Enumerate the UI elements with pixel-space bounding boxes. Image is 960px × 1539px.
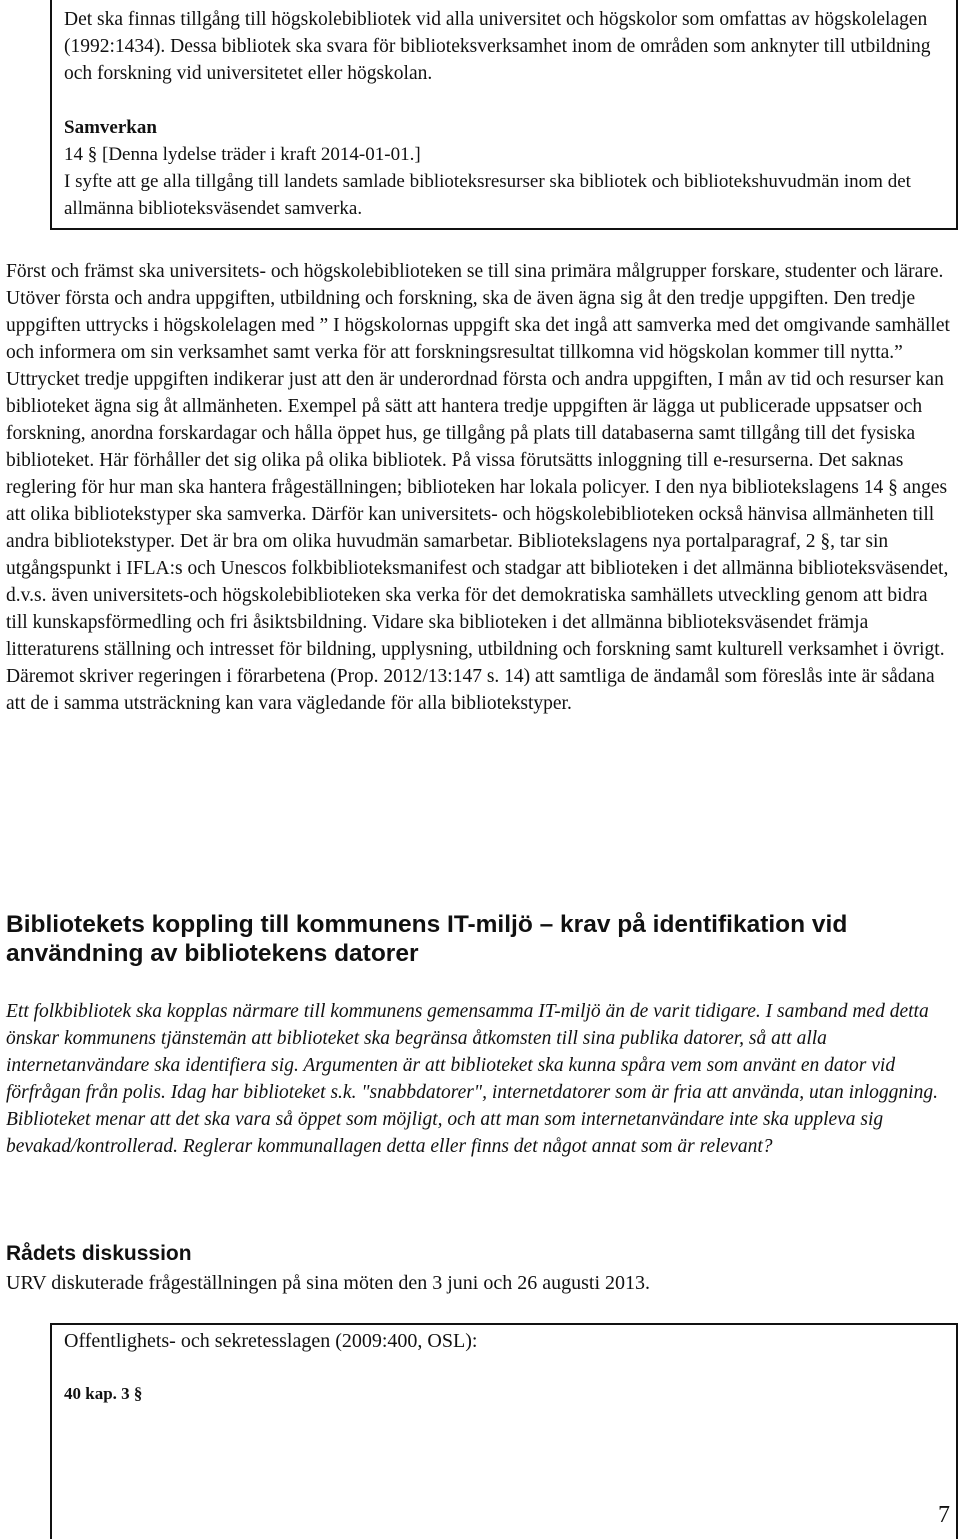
discussion-heading: Rådets diskussion (6, 1242, 192, 1265)
law-section-text: I syfte att ge alla tillgång till landets samlade biblioteksresurser ska bibliotek och bibliotekshuvudmän inom det allmänna biblioteksväsendet samverka. (64, 171, 911, 219)
case-description: Ett folkbibliotek ska kopplas närmare till kommunens gemensamma IT-miljö än de varit tidigare. I samband med detta önskar kommunens tjänstemän att biblioteket ska begränsa åtkomsten till sina publika datorer, så att alla internetanvändare ska identifiera sig. Argumenten är att biblioteket ska kunna spåra vem som använt en dator vid förfrågan från polis. Idag har biblioteket s.k. "snabbdatorer", internetdatorer som är fria att använda, utan inloggning. Biblioteket menar att det ska vara så öppet som möjligt, och att man som internetanvändare inte ska uppleva sig bevakad/kontrollerad. Reglerar kommunallagen detta eller finns det något annat som är relevant? (6, 1001, 938, 1157)
law-section-heading: Samverkan (64, 117, 157, 138)
discussion-text: URV diskuterade frågeställningen på sina möten den 3 juni och 26 augusti 2013. (6, 1272, 651, 1294)
osl-title: Offentlighets- och sekretesslagen (2009:400, OSL): (64, 1330, 478, 1352)
law-paragraph: Det ska finnas tillgång till högskolebibliotek vid alla universitet och högskolor som omfattas av högskolelagen (1992:1434). Dessa bibliotek ska svara för biblioteksverksamhet inom de områden som anknyter till utbildning och forskning vid universitetet eller högskolan. (64, 9, 931, 84)
osl-chapter: 40 kap. 3 § (64, 1384, 143, 1403)
main-paragraph: Först och främst ska universitets- och högskolebiblioteken se till sina primära målgrupper forskare, studenter och lärare. Utöver första och andra uppgiften, utbildning och forskning, ska de även ägna sig åt den tredje uppgiften. Den tredje uppgiften uttrycks i högskolelagen med ” I högskolornas uppgift ska det ingå att samverka med det omgivande samhället och informera om sin verksamhet samt verka för att forskningsresultat tillkomna vid högskolan kommer till nytta.” Uttrycket tredje uppgiften indikerar just att den är underordnad första och andra uppgiften, I mån av tid och resurser kan biblioteket ägna sig åt allmänheten. Exempel på sätt att hantera tredje uppgiften är lägga ut publicerade uppsatser och forskning, anordna forskardagar och hålla öppet hus, ge tillgång på plats till databaserna samt tillgång till det fysiska biblioteket. Här förhåller det sig olika på olika bibliotek. På vissa förutsätts inloggning till e-resurserna. Det saknas reglering för hur man ska hantera frågeställningen; biblioteken har lokala policyer. I den nya bibliotekslagens 14 § anges att olika bibliotekstyper ska samverka. Därför kan universitets- och högskolebiblioteken också hänvisa allmänheten till andra bibliotekstyper. Det är bra om olika huvudmän samarbetar. Bibliotekslagens nya portalparagraf, 2 §, tar sin utgångspunkt i IFLA:s och Unescos folkbiblioteksmanifest och stadgar att biblioteken i det allmänna biblioteksväsendet, d.v.s. även universitets-och högskolebiblioteken ska verka för det demokratiska samhällets utveckling genom att bidra till kunskapsförmedling och fri åsiktsbildning. Vidare ska biblioteken i det allmänna biblioteksväsendet främja litteraturens ställning och intresset för bildning, upplysning, utbildning och forskning samt kulturell verksamhet i övrigt. Däremot skriver regeringen i förarbetena (Prop. 2012/13:147 s. 14) att samtliga de ändamål som föreslås inte är sådana att de i samma utsträckning kan vara vägledande för alla bibliotekstyper. (6, 261, 950, 714)
section-heading: Bibliotekets koppling till kommunens IT-miljö – krav på identifikation vid användning av bibliotekens datorer (6, 911, 848, 967)
law-quote-content (64, 6, 944, 222)
law-section-ref: 14 § [Denna lydelse träder i kraft 2014-01-01.] (64, 144, 421, 165)
page-number: 7 (938, 1502, 950, 1528)
